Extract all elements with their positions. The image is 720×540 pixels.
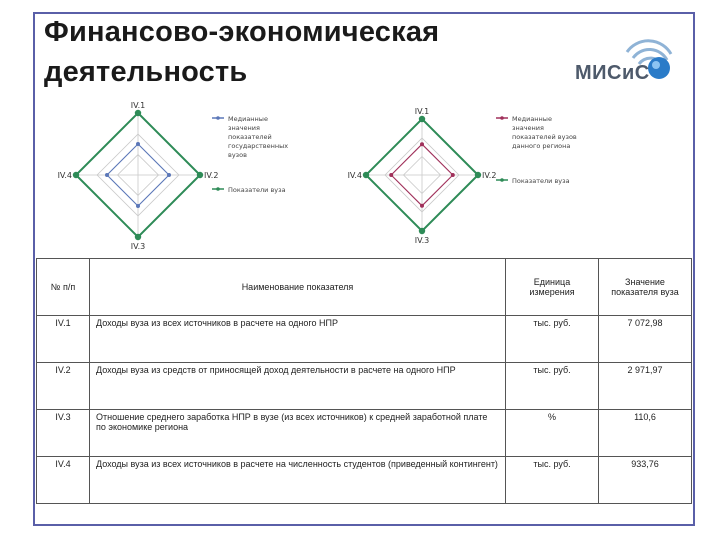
series-0-point-2 xyxy=(451,173,455,177)
series-0-point-1 xyxy=(420,142,424,146)
row-unit: тыс. руб. xyxy=(506,363,599,410)
radar-chart-left xyxy=(40,100,350,250)
legend-text-0-0: Медианные xyxy=(512,115,552,123)
legend-marker-0 xyxy=(216,116,220,120)
series-0-point-2 xyxy=(167,173,171,177)
row-value: 2 971,97 xyxy=(599,363,692,410)
series-1-point-1 xyxy=(419,116,425,122)
header-name: Наименование показателя xyxy=(90,259,506,316)
table-row xyxy=(37,457,692,504)
series-1-point-1 xyxy=(135,110,141,116)
header-num: № п/п xyxy=(37,259,90,316)
row-unit: % xyxy=(506,410,599,457)
misis-logo xyxy=(575,30,680,102)
axis-label-iv-4: IV.4 xyxy=(347,171,362,180)
legend-text-0-2: показателей xyxy=(228,133,272,141)
legend-text-1-0: Показатели вуза xyxy=(512,177,570,185)
row-num: IV.4 xyxy=(37,457,90,504)
series-0-point-3 xyxy=(136,204,140,208)
series-1-point-4 xyxy=(363,172,369,178)
row-num: IV.1 xyxy=(37,316,90,363)
axis-label-iv-2: IV.2 xyxy=(482,171,497,180)
axis-label-iv-4: IV.4 xyxy=(57,171,72,180)
row-value: 110,6 xyxy=(599,410,692,457)
series-0-point-4 xyxy=(105,173,109,177)
axis-label-iv-3: IV.3 xyxy=(130,242,146,251)
indicators-table xyxy=(36,258,692,504)
row-value: 7 072,98 xyxy=(599,316,692,363)
legend-text-0-3: государственных xyxy=(228,142,289,150)
legend-text-1-0: Показатели вуза xyxy=(228,186,286,194)
legend-text-0-1: значения xyxy=(228,124,260,132)
legend-text-0-1: значения xyxy=(512,124,544,132)
legend-marker-1 xyxy=(216,187,220,191)
row-unit: тыс. руб. xyxy=(506,457,599,504)
row-unit: тыс. руб. xyxy=(506,316,599,363)
series-0-point-1 xyxy=(136,142,140,146)
row-name: Доходы вуза из всех источников в расчете на одного НПР xyxy=(90,316,506,363)
radar-chart-right xyxy=(347,100,680,250)
axis-label-iv-3: IV.3 xyxy=(414,236,430,245)
row-value: 933,76 xyxy=(599,457,692,504)
table-row xyxy=(37,363,692,410)
axis-label-iv-2: IV.2 xyxy=(204,171,219,180)
legend-text-0-4: вузов xyxy=(228,151,247,159)
series-1-point-2 xyxy=(197,172,203,178)
row-name: Доходы вуза из средств от приносящей доход деятельности в расчете на одного НПР xyxy=(90,363,506,410)
axis-label-iv-1: IV.1 xyxy=(130,101,146,110)
legend-text-0-3: данного региона xyxy=(512,142,571,150)
series-0-point-4 xyxy=(389,173,393,177)
legend-marker-1 xyxy=(500,178,504,182)
table-row xyxy=(37,410,692,457)
series-1-point-3 xyxy=(135,234,141,240)
series-1-point-3 xyxy=(419,228,425,234)
logo-text: МИСиС xyxy=(575,62,650,84)
axis-label-iv-1: IV.1 xyxy=(414,107,430,116)
row-name: Отношение среднего заработка НПР в вузе (из всех источников) к средней заработной плате по экономике региона xyxy=(90,410,506,457)
header-value: Значение показателя вуза xyxy=(599,259,692,316)
legend-text-0-0: Медианные xyxy=(228,115,268,123)
series-1-point-2 xyxy=(475,172,481,178)
row-num: IV.3 xyxy=(37,410,90,457)
legend-text-0-2: показателей вузов xyxy=(512,133,577,141)
row-name: Доходы вуза из всех источников в расчете на численность студентов (приведенный контингент) xyxy=(90,457,506,504)
series-0-point-3 xyxy=(420,204,424,208)
header-unit: Единица измерения xyxy=(506,259,599,316)
row-num: IV.2 xyxy=(37,363,90,410)
legend-marker-0 xyxy=(500,116,504,120)
page-title: Финансово-экономическая деятельность xyxy=(44,16,440,88)
table-row xyxy=(37,316,692,363)
radar-charts xyxy=(40,100,690,250)
series-1-point-4 xyxy=(73,172,79,178)
